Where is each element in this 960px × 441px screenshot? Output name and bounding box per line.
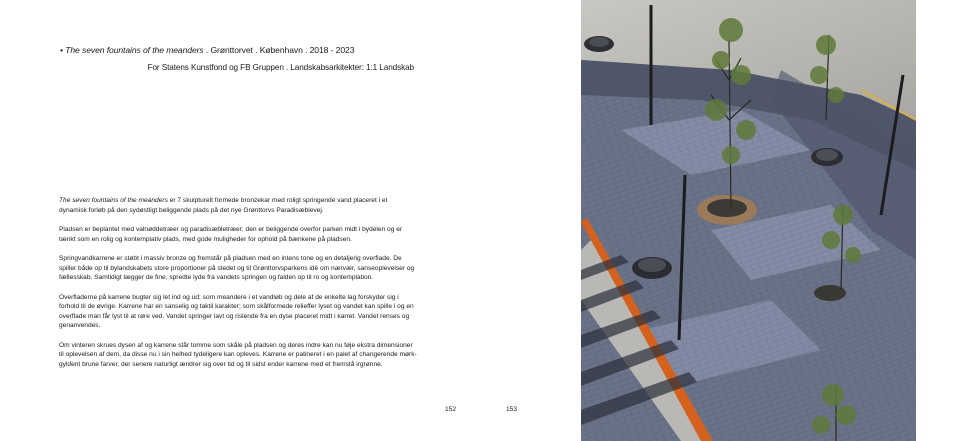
- paragraph-4: [59, 293, 417, 331]
- fountain: [584, 36, 614, 52]
- project-credits: For Statens Kunstfond og FB Gruppen . Landskabsarkitekter: 1:1 Landskab: [147, 63, 414, 72]
- paragraph-text: Springvandkarrene er støbt i massiv bronze og fremstår på pladsen med en intens tone og en detaljerig overflade. De spiller både op til bylandskabets store proportioner på stedet og til Grønttorvsparkens idé om nærvær, sanseoplevelser og fællesskab. Samtidigt lægger de fine, spredte lyde fra vandets springen og falden op til ro og kontemplation.: [59, 255, 415, 281]
- paragraph-text: Overfladerne på karrene bugter sig let ind og ud; som meandere i et vandløb og dele af de enkelte lag forskyder sig i forhold til de øvrige. Karrene har en sanselig og taktil karakter; som skålformede relieffer lyset og vandet kan spille i og en overflade man får lyst til at røre ved. Vandet springer lavt og rislende fra en dyse placeret midt i karret. Vandet renses og genanvendes.: [59, 293, 414, 329]
- paragraph-1: [59, 196, 417, 215]
- tree-bench: [697, 195, 757, 225]
- photo-plaza-fountains-icon: [581, 0, 916, 441]
- body-text: [59, 196, 417, 379]
- paragraph-text: er 7 skulpturelt formede bronzekar med roligt springende vand placeret i et dynamisk forløb på den sydøstligt beliggende plads på det nye Grønttorvs Paradisæblevej.: [59, 197, 388, 214]
- paragraph-5: [59, 341, 417, 370]
- title-location-date: . Grønttorvet . København . 2018 - 2023: [203, 45, 355, 55]
- plaza-photo: [581, 0, 916, 441]
- fountain: [632, 257, 672, 279]
- project-title: [60, 45, 420, 55]
- paragraph-2: [59, 225, 417, 244]
- fountain: [811, 148, 843, 166]
- paragraph-3: [59, 254, 417, 283]
- page-number-left: 152: [445, 406, 457, 413]
- work-title: The seven fountains of the meanders: [65, 45, 204, 55]
- paragraph-text: Pladsen er beplantet med valnøddetræer og paradisæbletræer; den er beliggende overfor parken midt i bydelen og er tænkt som en rolig og kontemplativ plads, med gode muligheder for ophold på bænkene på pladsen.: [59, 226, 403, 243]
- paragraph-lead: The seven fountains of the meanders: [59, 197, 168, 204]
- bullet: •: [60, 45, 63, 55]
- paragraph-text: Om vinteren skrues dysen af og karrene står tomme som skåle på pladsen og deres indre kan nu føje ekstra dimensioner til oplevelsen af dem, da disse nu i sin helhed tydeligere kan opleves. Karrene er patineret i en palet af changerende mørk-gyldent brune farver, der senere naturligt ændrer sig over tid og til sidst ender karrene med et fremstå irgrønne.: [59, 341, 417, 368]
- page-number-right: 153: [506, 406, 518, 413]
